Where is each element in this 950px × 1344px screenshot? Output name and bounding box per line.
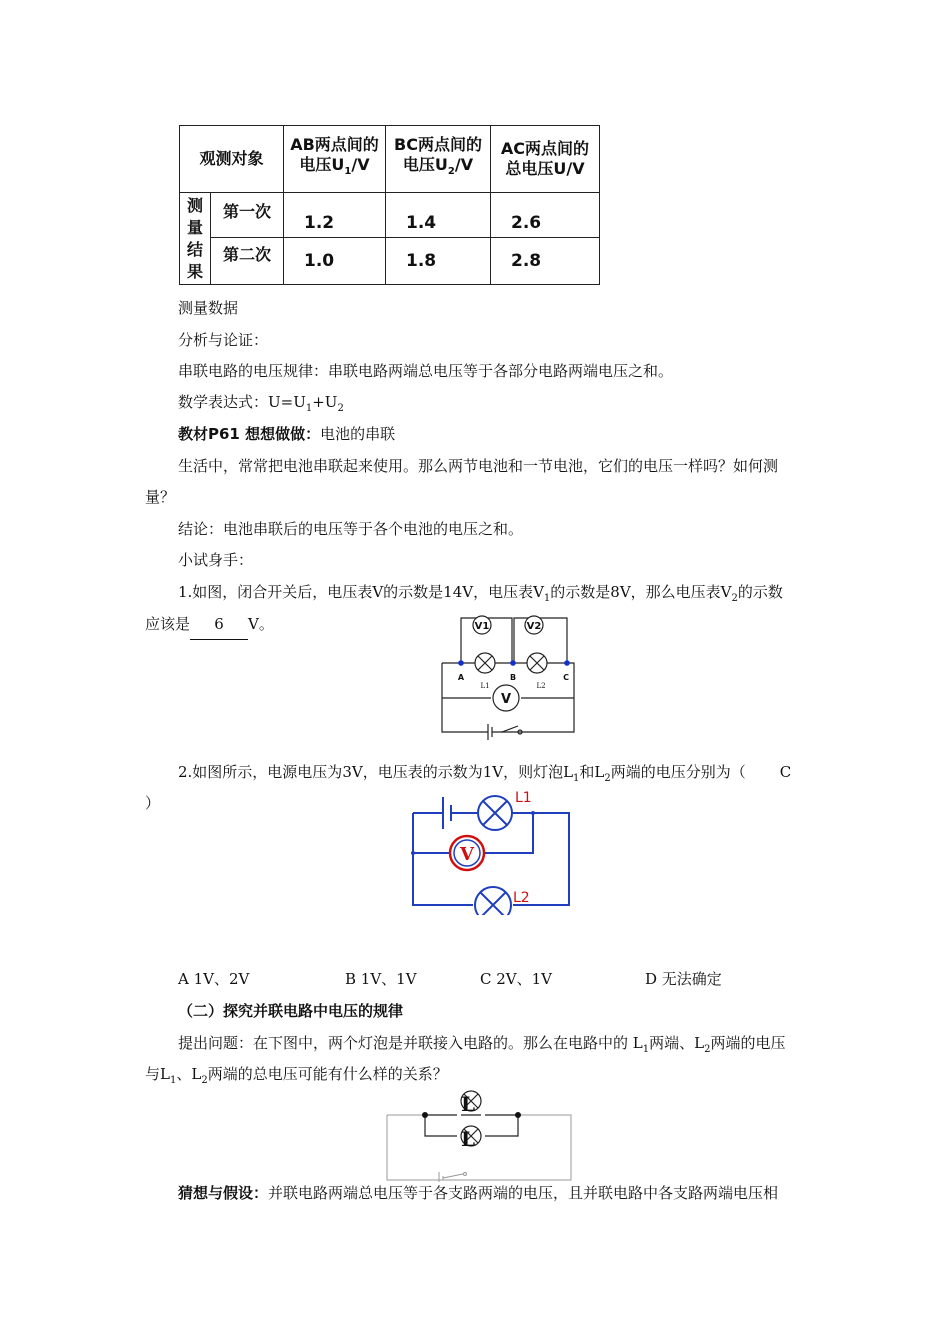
fig1-l2-label: L2	[536, 682, 546, 690]
textbook-heading: 教材P61 想想做做：电池的串联	[178, 425, 396, 443]
figure-1-series-circuit	[436, 612, 580, 744]
fig1-l1-label: L1	[480, 682, 490, 690]
fig1-v2-label: V2	[526, 621, 542, 632]
section-2-heading: （二）探究并联电路中电压的规律	[178, 1002, 404, 1020]
series-rule: 串联电路的电压规律：串联电路两端总电压等于各部分电路两端电压之和。	[178, 362, 674, 380]
analysis-heading: 分析与论证：	[178, 331, 269, 349]
cell-ab-2: 1.0	[284, 238, 386, 285]
life-paragraph-1: 生活中，常常把电池串联起来使用。那么两节电池和一节电池，它们的电压一样吗？如何测	[178, 457, 779, 475]
try-heading: 小试身手：	[178, 551, 254, 569]
fig2-l2-label: L2	[513, 890, 530, 906]
question-1-line2: 应该是 6 V。	[145, 609, 865, 640]
fig1-v-label: V	[500, 692, 512, 707]
figure-2-circuit	[405, 785, 580, 915]
option-c: C 2V、1V	[480, 970, 552, 988]
row-label-1: 第一次	[211, 193, 284, 238]
option-a: A 1V、2V	[178, 970, 250, 988]
cell-ac-1: 2.6	[491, 193, 600, 238]
fig2-v-label: V	[460, 844, 474, 865]
header-ab: AB两点间的 电压$U_1/V$	[284, 126, 386, 193]
cell-ab-1: 1.2	[284, 193, 386, 238]
row-label-2: 第二次	[211, 238, 284, 285]
cell-ac-2: 2.8	[491, 238, 600, 285]
cell-bc-2: 1.8	[386, 238, 491, 285]
fig3-l1-label: L	[461, 1092, 476, 1116]
question-1-line1: 1.如图，闭合开关后，电压表V的示数是14V，电压表$V_1$的示数是8V，那么电压表$V_2$的示数	[178, 583, 783, 604]
group-label: 测 量 结 果	[180, 193, 211, 285]
fig1-b-label: B	[509, 673, 517, 682]
guess-line: 猜想与假设：并联电路两端总电压等于各支路两端的电压，且并联电路中各支路两端电压相	[178, 1184, 779, 1202]
fig1-a-label: A	[457, 673, 465, 682]
conclusion: 结论：电池串联后的电压等于各个电池的电压之和。	[178, 520, 524, 538]
cell-bc-1: 1.4	[386, 193, 491, 238]
question-2-line2: ）	[145, 794, 161, 812]
ask-line-1: 提出问题：在下图中，两个灯泡是并联接入电路的。那么在电路中的 $L_1$两端、$L_2$两端的电压	[178, 1034, 786, 1055]
life-paragraph-2: 量？	[145, 488, 176, 506]
header-object: 观测对象	[180, 126, 284, 193]
fig3-l2-label: L	[461, 1127, 476, 1151]
fig2-l1-label: L1	[515, 790, 532, 806]
header-ac: AC两点间的 总电压U/V	[491, 126, 600, 193]
question-2-line1: 2.如图所示，电源电压为3V，电压表的示数为1V，则灯泡$L_1$和$L_2$两端的电压分别为（ C	[178, 763, 792, 784]
fig1-c-label: C	[563, 673, 569, 682]
figure-3-parallel-circuit	[385, 1088, 575, 1183]
ask-line-2: 与$L_1$、$L_2$两端的总电压可能有什么样的关系？	[145, 1065, 448, 1086]
fig1-v1-label: V1	[474, 621, 490, 632]
answer-blank: 6	[190, 609, 248, 640]
option-b: B 1V、1V	[345, 970, 417, 988]
option-d: D 无法确定	[645, 970, 722, 988]
measurement-table	[179, 125, 600, 285]
math-expression: 数学表达式：$U=U_1+U_2$	[178, 393, 344, 414]
question-2-answer: C	[779, 763, 792, 781]
table-caption: 测量数据	[178, 299, 239, 317]
header-bc: BC两点间的 电压$U_2/V$	[386, 126, 491, 193]
